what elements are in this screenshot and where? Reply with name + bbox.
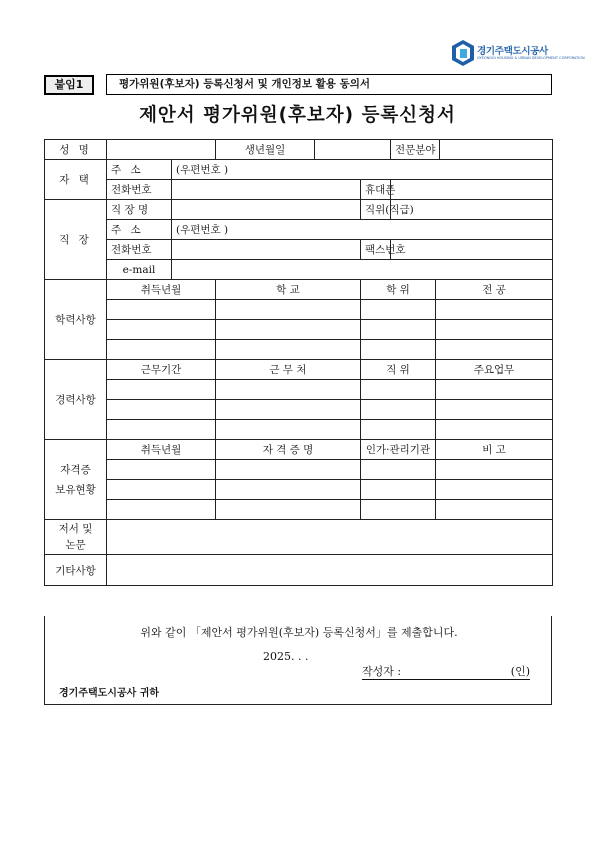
field-birth[interactable] xyxy=(315,140,391,160)
label-license-line2: 보유현황 xyxy=(55,483,96,496)
label-license xyxy=(45,440,107,520)
edu-col-date: 취득년월 xyxy=(107,280,216,300)
field-position[interactable] xyxy=(391,200,553,220)
label-education: 학력사항 xyxy=(45,280,107,360)
label-specialty: 전문분야 xyxy=(391,140,440,160)
label-books xyxy=(45,520,107,555)
label-work: 직 장 xyxy=(45,200,107,280)
label-workplace: 직 장 명 xyxy=(107,200,172,220)
field-work-address[interactable] xyxy=(172,220,553,240)
label-position: 직위(직급) xyxy=(361,200,391,220)
label-home: 자 택 xyxy=(45,160,107,200)
label-license-line1: 자격증 xyxy=(60,463,91,476)
career-row xyxy=(45,400,553,420)
education-row xyxy=(45,340,553,360)
form-title: 제안서 평가위원(후보자) 등록신청서 xyxy=(139,105,456,126)
field-email[interactable] xyxy=(172,260,553,280)
company-logo-name: 경기주택도시공사 xyxy=(477,46,549,57)
attachment-badge: 붙임1 xyxy=(44,75,94,95)
postal-code-label: (우편번호 ) xyxy=(176,224,229,236)
edu-col-major: 전 공 xyxy=(436,280,553,300)
application-form-table xyxy=(44,139,553,586)
field-work-phone[interactable] xyxy=(172,240,361,260)
label-career: 경력사항 xyxy=(45,360,107,440)
field-home-phone[interactable] xyxy=(172,180,361,200)
label-name: 성 명 xyxy=(45,140,107,160)
license-col-date: 취득년월 xyxy=(107,440,216,460)
edu-col-degree: 학 위 xyxy=(361,280,436,300)
field-other[interactable] xyxy=(107,555,553,586)
addressee: 경기주택도시공사 귀하 xyxy=(59,688,160,699)
field-specialty[interactable] xyxy=(440,140,553,160)
license-col-issuer: 인가·관리기관 xyxy=(361,440,436,460)
career-col-position: 직 위 xyxy=(361,360,436,380)
postal-code-label: (우편번호 ) xyxy=(176,164,229,176)
submission-statement: 위와 같이 「제안서 평가위원(후보자) 등록신청서」를 제출합니다. xyxy=(140,626,458,639)
career-row xyxy=(45,420,553,440)
label-email: e-mail xyxy=(107,260,172,280)
education-row xyxy=(45,300,553,320)
career-col-employer: 근 무 처 xyxy=(216,360,361,380)
license-col-note: 비 고 xyxy=(436,440,553,460)
field-name[interactable] xyxy=(107,140,216,160)
company-logo-sub: GYEONGGI HOUSING & URBAN DEVELOPMENT CORPORATION xyxy=(477,56,585,60)
label-work-phone: 전화번호 xyxy=(107,240,172,260)
company-logo xyxy=(452,40,585,68)
label-home-phone: 전화번호 xyxy=(107,180,172,200)
field-mobile[interactable] xyxy=(391,180,553,200)
writer-label: 작성자 : xyxy=(362,665,402,678)
label-books-line1: 저서 및 xyxy=(58,523,93,535)
field-home-address[interactable] xyxy=(172,160,553,180)
label-fax: 팩스번호 xyxy=(361,240,391,260)
label-birth: 생년월일 xyxy=(216,140,315,160)
seal-label: (인) xyxy=(510,665,530,678)
education-row xyxy=(45,320,553,340)
license-row xyxy=(45,460,553,480)
license-row xyxy=(45,480,553,500)
company-logo-mark-icon xyxy=(452,40,474,66)
edu-col-school: 학 교 xyxy=(216,280,361,300)
label-mobile: 휴대폰 xyxy=(361,180,391,200)
license-row xyxy=(45,500,553,520)
attachment-header: 평가위원(후보자) 등록신청서 및 개인정보 활용 동의서 xyxy=(106,74,552,95)
submission-footer xyxy=(44,616,552,705)
field-fax[interactable] xyxy=(391,240,553,260)
career-row xyxy=(45,380,553,400)
submission-date: 2025. . . xyxy=(263,650,309,663)
career-col-duties: 주요업무 xyxy=(436,360,553,380)
license-col-name: 자 격 증 명 xyxy=(216,440,361,460)
field-books[interactable] xyxy=(107,520,553,555)
field-workplace[interactable] xyxy=(172,200,361,220)
label-books-line2: 논문 xyxy=(65,539,86,551)
label-work-address: 주 소 xyxy=(107,220,172,240)
label-home-address: 주 소 xyxy=(107,160,172,180)
writer-line[interactable] xyxy=(362,663,530,680)
career-col-period: 근무기간 xyxy=(107,360,216,380)
label-other: 기타사항 xyxy=(45,555,107,586)
